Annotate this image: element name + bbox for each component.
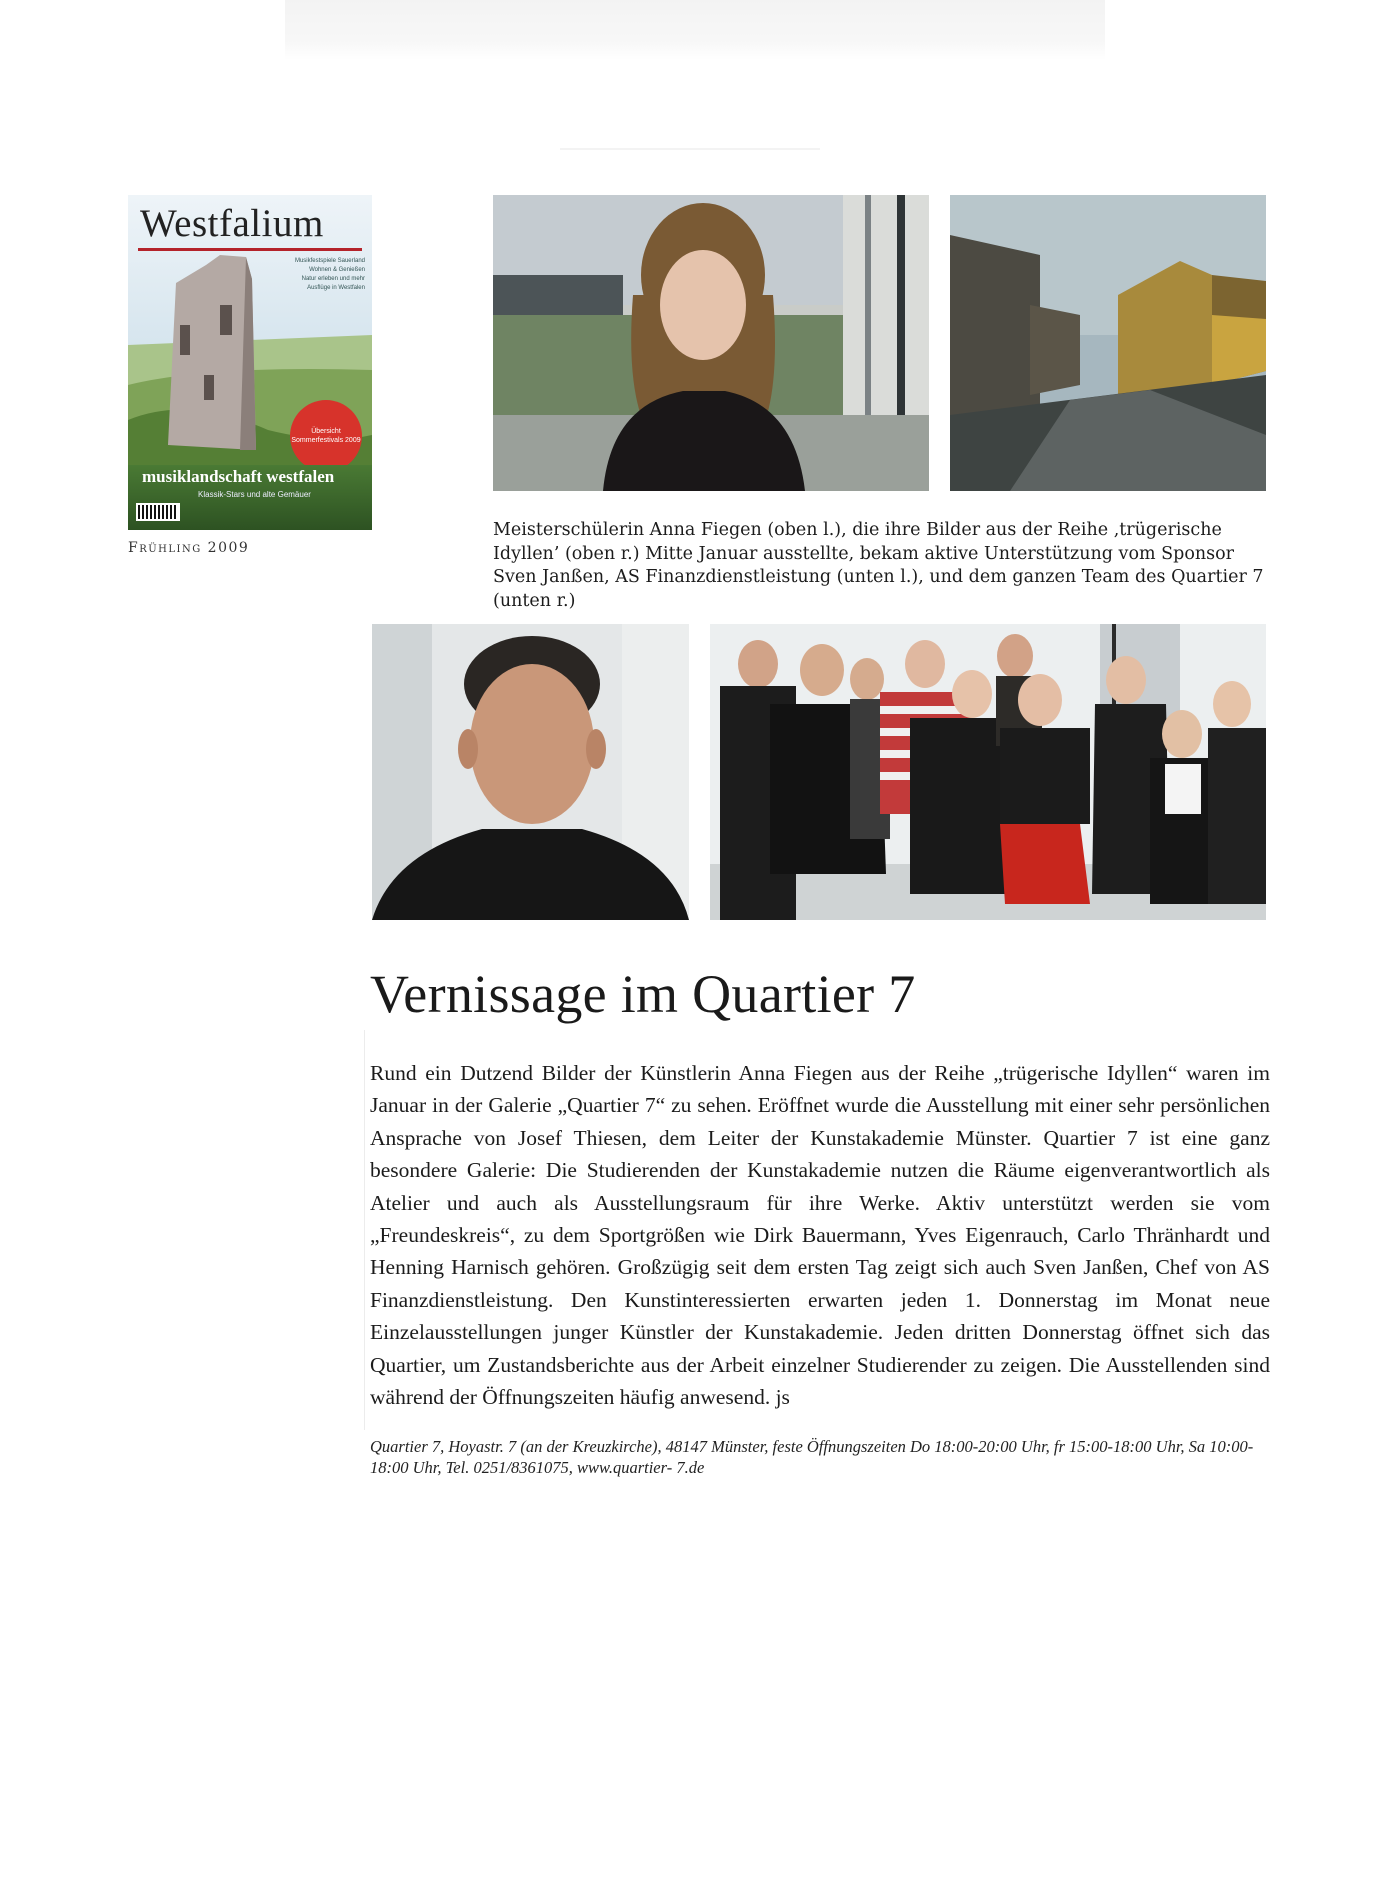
venue-info: Quartier 7, Hoyastr. 7 (an der Kreuzkirche), 48147 Münster, feste Öffnungszeiten Do 18:00-20:00 Uhr, fr 15:00-18:00 Uhr, Sa 10:00-18:00 Uhr, Tel. 0251/8361075, www.quartier- 7.de <box>370 1437 1254 1477</box>
photo-sponsor-portrait <box>372 624 689 920</box>
cover-title-rule <box>138 248 362 251</box>
cover-title: Westfalium <box>140 202 324 245</box>
photo-caption: Meisterschülerin Anna Fiegen (oben l.), die ihre Bilder aus der Reihe ‚trügerische Idyllen’ (oben r.) Mitte Januar ausstellte, bekam aktive Unterstützung vom Sponsor Sven Janßen, AS Finanzdienstleistung (unten l.), und dem ganzen Team des Quartier 7 (unten r.) <box>493 520 1264 611</box>
photo-artist-portrait <box>493 195 929 491</box>
faded-previous-page-bleed <box>285 0 1105 60</box>
cover-headlines <box>240 257 365 293</box>
cover-badge-text: Übersicht Sommerfestivals 2009 <box>291 428 361 444</box>
barcode-icon <box>136 503 180 521</box>
cover-headline: Wohnen & Genießen <box>309 267 365 273</box>
cover-badge <box>290 400 362 472</box>
cover-feature-subline: Klassik-Stars und alte Gemäuer <box>198 490 311 499</box>
cover-headline: Musikfestspiele Sauerland <box>294 258 365 264</box>
issue-text: Frühling 2009 <box>128 540 250 556</box>
photo-painting-idyll <box>950 195 1266 491</box>
article-headline: Vernissage im Quartier 7 <box>370 964 916 1024</box>
magazine-cover <box>128 195 372 530</box>
photo-quartier7-team <box>710 624 1266 920</box>
scan-edge-shadow <box>364 1030 365 1430</box>
issue-label <box>128 540 249 556</box>
faded-rule <box>560 148 820 150</box>
cover-feature-line: musiklandschaft westfalen <box>142 467 335 486</box>
cover-headline: Natur erleben und mehr <box>301 276 365 282</box>
cover-headline: Ausflüge in Westfalen <box>307 285 365 291</box>
article-body: Rund ein Dutzend Bilder der Künstlerin Anna Fiegen aus der Reihe „trügerische Idyllen“ waren im Januar in der Galerie „Quartier 7“ zu sehen. Eröffnet wurde die Ausstellung mit einer sehr persönlichen Ansprache von Josef Thiesen, dem Leiter der Kunstakademie Münster. Quartier 7 ist eine ganz besondere Galerie: Die Studierenden der Kunstakademie nutzen die Räume eigenverantwortlich als Atelier und auch als Ausstellungsraum für ihre Werke. Aktiv unterstützt werden sie vom „Freundeskreis“, zu dem Sportgrößen wie Dirk Bauermann, Yves Eigenrauch, Carlo Thränhardt und Henning Harnisch gehören. Großzügig seit dem ersten Tag zeigt sich auch Sven Janßen, Chef von AS Finanzdienstleistung. Den Kunstinteressierten erwarten jeden 1. Donnerstag im Monat neue Einzelausstellungen junger Künstler der Kunstakademie. Jeden dritten Donnerstag öffnet sich das Quartier, um Zustandsberichte aus der Arbeit einzelner Studierender zu zeigen. Die Ausstellenden sind während der Öffnungszeiten häufig anwesend. js <box>370 1061 1270 1410</box>
